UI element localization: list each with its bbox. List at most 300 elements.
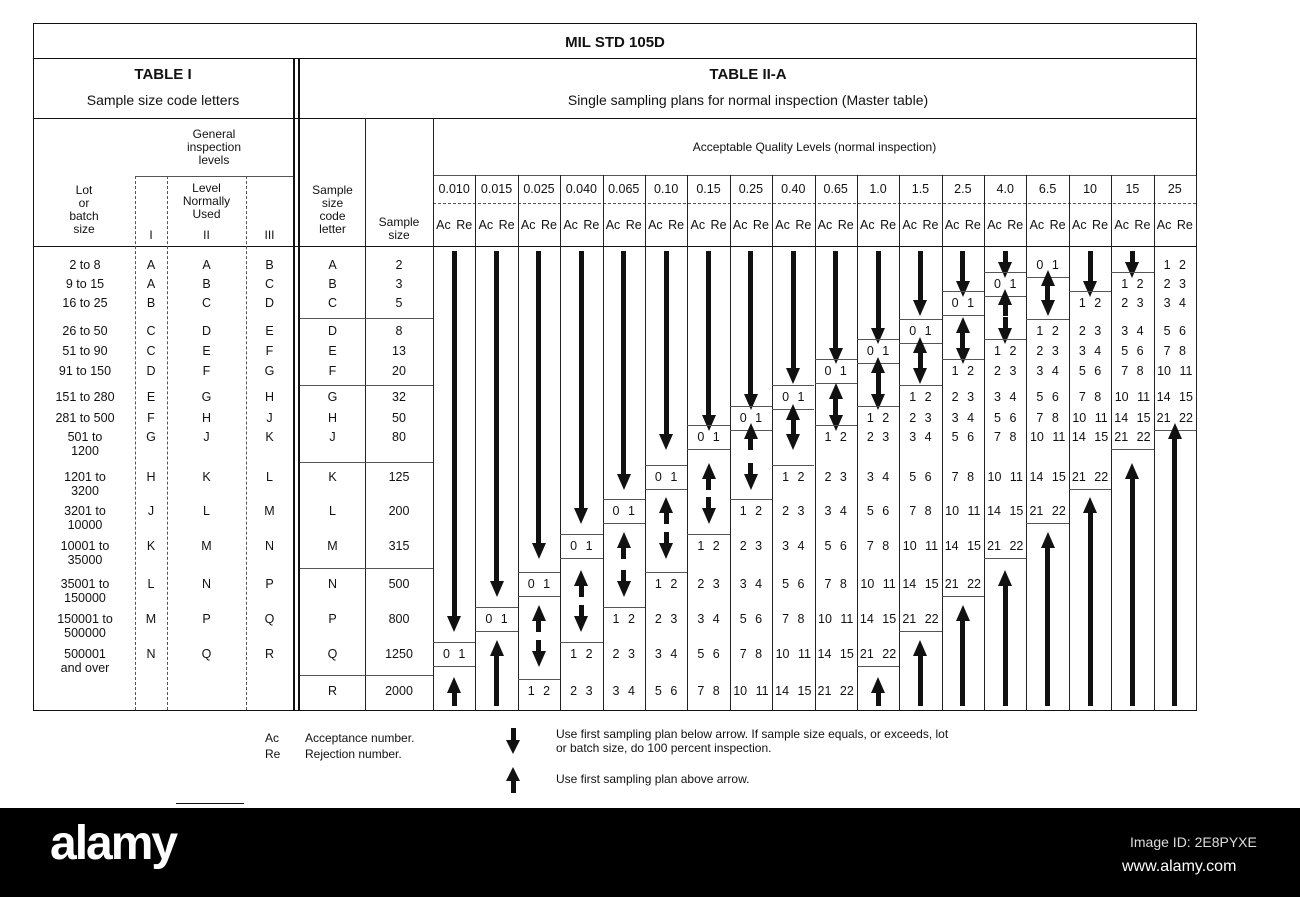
col-general-levels: General inspection levels xyxy=(186,127,242,167)
code-letter-level-I: M xyxy=(145,612,157,626)
ac-re-value: 1 2 xyxy=(527,684,551,698)
ac-re-value: 21 22 xyxy=(1029,504,1066,518)
ac-re-value: 14 15 xyxy=(775,684,812,698)
plan-boundary xyxy=(687,534,729,535)
ac-re-value: 2 3 xyxy=(909,411,932,425)
code-letter-level-I: K xyxy=(146,539,156,553)
sample-size: 5 xyxy=(395,296,403,310)
ac-re-label: Ac Re xyxy=(817,218,854,232)
ac-re-value: 5 6 xyxy=(1163,324,1186,338)
ac-re-value: 1 2 xyxy=(570,647,593,661)
ac-re-value: 10 11 xyxy=(1114,390,1151,404)
down-arrow-icon xyxy=(603,570,645,597)
ac-re-value: 1 2 xyxy=(866,411,890,425)
ac-re-label: Ac Re xyxy=(902,218,939,232)
plan-boundary xyxy=(772,385,814,386)
ac-re-label: Ac Re xyxy=(648,218,685,232)
ac-re-value: 21 22 xyxy=(817,684,854,698)
ac-re-value: 1 2 xyxy=(994,344,1017,358)
lot-size: 35001 to 150000 xyxy=(60,577,110,605)
ac-re-value: 1 2 xyxy=(1121,277,1144,291)
ac-re-value: 3 4 xyxy=(1078,344,1102,358)
row-group-divider xyxy=(300,675,433,676)
plan-boundary xyxy=(560,642,602,643)
down-arrow-icon xyxy=(1111,251,1153,278)
plan-boundary xyxy=(603,499,645,500)
aql-header: Acceptable Quality Levels (normal inspection) xyxy=(692,140,937,154)
ac-re-value: 3 4 xyxy=(994,390,1017,404)
down-arrow-icon xyxy=(687,251,729,431)
ac-re-label: Ac Re xyxy=(605,218,642,232)
legend-up-text: Use first sampling plan above arrow. xyxy=(556,772,750,786)
plan-boundary xyxy=(1069,291,1111,292)
code-letter-level-III: K xyxy=(265,430,274,444)
code-letter-level-II: K xyxy=(202,470,211,484)
plan-boundary xyxy=(815,359,857,360)
sample-size-code-letter: H xyxy=(327,411,338,425)
ac-re-value: 5 6 xyxy=(994,411,1017,425)
ac-re-value: 10 11 xyxy=(1157,364,1193,378)
ac-re-value: 7 8 xyxy=(1121,364,1144,378)
ac-re-value: 21 22 xyxy=(1071,470,1109,484)
ac-re-value: 0 1 xyxy=(1036,258,1059,272)
sample-size: 80 xyxy=(392,430,406,444)
legend-ac-abbr: Ac xyxy=(265,731,280,745)
plan-boundary xyxy=(899,319,941,320)
plan-boundary xyxy=(518,596,560,597)
up-arrow-icon xyxy=(730,423,772,450)
sample-size-code-letter: J xyxy=(329,430,336,444)
ac-re-value: 3 4 xyxy=(1036,364,1059,378)
code-letter-level-III: M xyxy=(264,504,275,518)
ac-re-label: Ac Re xyxy=(775,218,812,232)
ac-re-label: Ac Re xyxy=(860,218,897,232)
ac-re-value: 14 15 xyxy=(1156,390,1193,404)
up-arrow-icon xyxy=(433,677,475,706)
sample-size-code-letter: R xyxy=(327,684,338,698)
ac-re-value: 1 2 xyxy=(951,364,975,378)
up-arrow-icon xyxy=(518,605,560,632)
ac-re-value: 2 3 xyxy=(570,684,593,698)
down-arrow-icon xyxy=(475,251,517,597)
code-letter-level-II: E xyxy=(202,344,211,358)
plan-boundary xyxy=(815,425,857,426)
code-letter-level-II: P xyxy=(202,612,211,626)
ac-re-value: 7 8 xyxy=(994,430,1017,444)
plan-boundary xyxy=(942,315,984,316)
down-arrow-icon xyxy=(433,251,475,632)
sample-size: 1250 xyxy=(385,647,413,661)
code-letter-level-III: R xyxy=(264,647,275,661)
legend-down-text: Use first sampling plan below arrow. If sample size equals, or exceeds, lot or batch size, do 100 percent inspection. xyxy=(556,727,949,755)
code-letter-level-III: Q xyxy=(264,612,275,626)
ac-re-value: 10 11 xyxy=(775,647,811,661)
down-arrow-icon xyxy=(1026,289,1068,316)
ac-re-value: 10 11 xyxy=(1029,430,1066,444)
ac-re-label: Ac Re xyxy=(987,218,1024,232)
code-letter-level-I: A xyxy=(146,277,156,291)
ac-re-value: 1 2 xyxy=(654,577,678,591)
ac-re-value: 3 4 xyxy=(824,504,847,518)
down-arrow-icon xyxy=(645,532,687,559)
plan-boundary xyxy=(1026,523,1068,524)
down-arrow-icon xyxy=(772,423,814,450)
ac-re-value: 2 3 xyxy=(994,364,1017,378)
lot-size: 26 to 50 xyxy=(62,324,108,338)
code-letter-level-II: H xyxy=(201,411,212,425)
watermark-bar xyxy=(0,808,1300,897)
ac-re-value: 0 1 xyxy=(782,390,805,404)
lot-size: 500001 and over xyxy=(60,647,110,675)
down-arrow-icon xyxy=(645,251,687,450)
ac-re-value: 3 4 xyxy=(739,577,763,591)
lot-size: 2 to 8 xyxy=(69,258,101,272)
ac-re-value: 5 6 xyxy=(824,539,847,553)
table1-subtitle: Sample size code letters xyxy=(86,92,240,108)
up-arrow-icon xyxy=(1111,463,1153,706)
code-letter-level-I: E xyxy=(146,390,156,404)
ac-re-value: 0 1 xyxy=(909,324,932,338)
ac-re-value: 2 3 xyxy=(866,430,890,444)
aql-value: 0.065 xyxy=(608,182,640,196)
lot-size: 10001 to 35000 xyxy=(60,539,110,567)
code-letter-level-I: F xyxy=(147,411,155,425)
ac-re-value: 14 15 xyxy=(987,504,1024,518)
aql-value: 6.5 xyxy=(1038,182,1057,196)
sample-size: 32 xyxy=(392,390,406,404)
ac-re-value: 5 6 xyxy=(909,470,932,484)
sample-size-code-letter: E xyxy=(328,344,337,358)
ac-re-value: 0 1 xyxy=(824,364,847,378)
ac-re-value: 7 8 xyxy=(1036,411,1059,425)
lot-size: 9 to 15 xyxy=(65,277,105,291)
sample-size: 315 xyxy=(388,539,410,553)
ac-re-value: 10 11 xyxy=(902,539,939,553)
ac-re-value: 14 15 xyxy=(817,647,854,661)
col-level-I: I xyxy=(149,228,153,242)
sample-size: 2000 xyxy=(385,684,413,698)
ac-re-value: 7 8 xyxy=(909,504,932,518)
up-arrow-icon xyxy=(1069,497,1111,706)
code-letter-level-II: L xyxy=(203,504,210,518)
ac-re-label: Ac Re xyxy=(478,218,515,232)
ac-re-value: 1 2 xyxy=(824,430,847,444)
ac-re-value: 0 1 xyxy=(739,411,763,425)
col-level-II: II xyxy=(203,228,210,242)
ac-re-value: 2 3 xyxy=(697,577,720,591)
row-group-divider xyxy=(300,318,433,319)
ac-re-value: 21 22 xyxy=(859,647,897,661)
up-arrow-icon xyxy=(687,463,729,490)
ac-re-value: 0 1 xyxy=(612,504,635,518)
ac-re-value: 10 11 xyxy=(733,684,769,698)
plan-boundary xyxy=(857,406,899,407)
plan-boundary xyxy=(518,679,560,680)
ac-re-value: 21 22 xyxy=(1114,430,1151,444)
sample-size-code-letter: L xyxy=(329,504,336,518)
aql-value: 1.5 xyxy=(911,182,930,196)
down-arrow-icon xyxy=(518,640,560,667)
aql-value: 25 xyxy=(1167,182,1182,196)
sample-size-code-letter: M xyxy=(327,539,338,553)
up-arrow-icon xyxy=(645,497,687,524)
ac-re-value: 3 4 xyxy=(654,647,678,661)
sample-size: 20 xyxy=(392,364,406,378)
aql-value: 0.40 xyxy=(781,182,806,196)
ac-re-value: 1 2 xyxy=(909,390,932,404)
ac-re-value: 1 2 xyxy=(1036,324,1059,338)
plan-boundary xyxy=(857,339,899,340)
aql-value: 0.10 xyxy=(653,182,679,196)
plan-boundary xyxy=(730,406,772,407)
legend-ac-text: Acceptance number. xyxy=(305,731,415,745)
ac-re-label: Ac Re xyxy=(563,218,600,232)
down-arrow-icon xyxy=(560,251,602,524)
down-arrow-icon xyxy=(857,251,899,344)
code-letter-level-II: M xyxy=(201,539,212,553)
ac-re-value: 21 22 xyxy=(987,539,1024,553)
lot-size: 501 to 1200 xyxy=(67,430,103,458)
divider xyxy=(33,58,1197,59)
ac-re-value: 0 1 xyxy=(654,470,678,484)
ac-re-value: 2 3 xyxy=(739,539,763,553)
sample-size: 50 xyxy=(392,411,406,425)
col-level-II-note: Level Normally Used xyxy=(182,181,231,221)
sample-size: 800 xyxy=(388,612,410,626)
aql-value: 4.0 xyxy=(996,182,1014,196)
plan-boundary xyxy=(772,465,814,466)
ac-re-value: 2 3 xyxy=(612,647,635,661)
up-arrow-icon xyxy=(1026,532,1068,706)
ac-re-value: 3 4 xyxy=(909,430,932,444)
ac-re-value: 1 2 xyxy=(782,470,805,484)
col-lot-size: Lot or batch size xyxy=(69,183,99,236)
sample-size: 200 xyxy=(388,504,410,518)
alamy-logo: alamy xyxy=(50,817,177,870)
up-arrow-icon xyxy=(899,640,941,706)
code-letter-level-III: L xyxy=(266,470,273,484)
plan-boundary xyxy=(687,449,729,450)
ac-re-value: 5 6 xyxy=(951,430,975,444)
code-letter-level-I: D xyxy=(146,364,156,378)
ac-re-label: Ac Re xyxy=(1114,218,1151,232)
up-arrow-icon xyxy=(984,570,1026,706)
ac-re-value: 2 3 xyxy=(1036,344,1059,358)
ac-re-value: 0 1 xyxy=(570,539,593,553)
lot-size: 281 to 500 xyxy=(55,411,115,425)
sample-size: 125 xyxy=(388,470,410,484)
ac-re-label: Ac Re xyxy=(690,218,727,232)
ac-re-value: 5 6 xyxy=(697,647,720,661)
ac-re-value: 14 15 xyxy=(1071,430,1109,444)
code-letter-level-III: E xyxy=(265,324,274,338)
ac-re-value: 7 8 xyxy=(951,470,975,484)
up-arrow-icon xyxy=(475,640,517,706)
lot-size: 16 to 25 xyxy=(62,296,108,310)
ac-re-value: 7 8 xyxy=(739,647,763,661)
ac-re-label: Ac Re xyxy=(732,218,769,232)
sample-size: 2 xyxy=(395,258,403,272)
code-letter-level-II: Q xyxy=(201,647,212,661)
plan-boundary xyxy=(433,642,475,643)
plan-boundary xyxy=(942,359,984,360)
aql-value: 2.5 xyxy=(954,182,972,196)
down-arrow-icon xyxy=(899,251,941,316)
plan-boundary xyxy=(1111,449,1153,450)
code-letter-level-I: L xyxy=(147,577,155,591)
plan-boundary xyxy=(475,607,517,608)
lot-size: 151 to 280 xyxy=(55,390,115,404)
ac-re-value: 3 4 xyxy=(612,684,635,698)
plan-boundary xyxy=(687,425,729,426)
ac-re-value: 2 3 xyxy=(654,612,678,626)
ac-re-value: 7 8 xyxy=(866,539,890,553)
site-url: www.alamy.com xyxy=(1122,858,1237,875)
ac-re-value: 5 6 xyxy=(1036,390,1059,404)
ac-re-value: 0 1 xyxy=(994,277,1017,291)
ac-re-value: 5 6 xyxy=(739,612,763,626)
aql-value: 1.0 xyxy=(869,182,887,196)
ac-re-value: 0 1 xyxy=(442,647,466,661)
code-letter-level-I: G xyxy=(146,430,156,444)
ac-re-value: 7 8 xyxy=(1163,344,1186,358)
plan-boundary xyxy=(984,558,1026,559)
code-letter-level-II: D xyxy=(201,324,212,338)
plan-boundary xyxy=(1069,489,1111,490)
down-arrow-icon xyxy=(899,357,941,384)
ac-re-value: 5 6 xyxy=(1078,364,1102,378)
ac-re-value: 21 22 xyxy=(902,612,939,626)
up-arrow-icon xyxy=(603,532,645,559)
plan-boundary xyxy=(560,558,602,559)
divider xyxy=(176,803,244,804)
row-group-divider xyxy=(300,385,433,386)
code-letter-level-II: C xyxy=(201,296,212,310)
sample-size-code-letter: K xyxy=(328,470,337,484)
code-letter-level-III: G xyxy=(264,364,275,378)
sample-size-code-letter: B xyxy=(328,277,337,291)
up-arrow-icon xyxy=(560,570,602,597)
lot-size: 91 to 150 xyxy=(58,364,112,378)
sample-size-code-letter: Q xyxy=(327,647,338,661)
plan-boundary xyxy=(1111,272,1153,273)
plan-boundary xyxy=(730,499,772,500)
ac-re-value: 1 2 xyxy=(1163,258,1186,272)
plan-boundary xyxy=(1026,319,1068,320)
ac-re-value: 2 3 xyxy=(951,390,975,404)
sample-size: 8 xyxy=(395,324,403,338)
plan-boundary xyxy=(518,572,560,573)
ac-re-value: 3 4 xyxy=(1163,296,1186,310)
legend-re-abbr: Re xyxy=(265,747,281,761)
aql-value: 0.65 xyxy=(823,182,848,196)
image-id: Image ID: 2E8PYXE xyxy=(1130,834,1257,850)
down-arrow-icon xyxy=(984,251,1026,278)
ac-re-value: 7 8 xyxy=(1078,390,1102,404)
lot-size: 51 to 90 xyxy=(62,344,108,358)
ac-re-value: 2 3 xyxy=(1078,324,1102,338)
lot-size: 150001 to 500000 xyxy=(57,612,113,640)
up-arrow-icon xyxy=(942,605,984,706)
plan-boundary xyxy=(984,272,1026,273)
down-arrow-icon xyxy=(687,497,729,524)
down-arrow-icon xyxy=(730,251,772,410)
plan-boundary xyxy=(560,534,602,535)
ac-re-label: Ac Re xyxy=(1156,218,1193,232)
aql-value: 0.25 xyxy=(738,182,764,196)
ac-re-label: Ac Re xyxy=(520,218,557,232)
up-arrow-icon xyxy=(984,289,1026,316)
code-letter-level-III: B xyxy=(265,258,274,272)
ac-re-value: 1 2 xyxy=(739,504,763,518)
col-sample-size: Sample size xyxy=(378,215,420,242)
ac-re-value: 14 15 xyxy=(859,612,897,626)
ac-re-value: 21 22 xyxy=(1156,411,1193,425)
ac-re-value: 10 11 xyxy=(860,577,896,591)
code-letter-level-II: J xyxy=(203,430,210,444)
table2-subtitle: Single sampling plans for normal inspection (Master table) xyxy=(567,92,929,108)
lot-size: 1201 to 3200 xyxy=(64,470,106,498)
ac-re-value: 2 3 xyxy=(1163,277,1186,291)
aql-value: 0.040 xyxy=(565,182,597,196)
ac-re-value: 5 6 xyxy=(782,577,805,591)
col-code-letter: Sample size code letter xyxy=(312,183,353,236)
sample-size-code-letter: F xyxy=(328,364,337,378)
ac-re-value: 21 22 xyxy=(944,577,981,591)
ac-re-value: 3 4 xyxy=(782,539,805,553)
ac-re-value: 5 6 xyxy=(654,684,678,698)
ac-re-value: 3 4 xyxy=(697,612,720,626)
table2-title: TABLE II-A xyxy=(709,66,787,83)
ac-re-label: Ac Re xyxy=(1071,218,1109,232)
code-letter-level-I: C xyxy=(146,324,156,338)
ac-re-value: 2 3 xyxy=(824,470,847,484)
legend-re-text: Rejection number. xyxy=(305,747,402,761)
ac-re-value: 3 4 xyxy=(951,411,975,425)
down-arrow-icon xyxy=(815,404,857,431)
sample-size: 13 xyxy=(392,344,406,358)
ac-re-label: Ac Re xyxy=(944,218,981,232)
code-letter-level-III: C xyxy=(264,277,275,291)
plan-boundary xyxy=(645,572,687,573)
code-letter-level-I: H xyxy=(146,470,156,484)
ac-re-value: 14 15 xyxy=(944,539,981,553)
code-letter-level-II: A xyxy=(202,258,211,272)
aql-value: 0.15 xyxy=(696,182,721,196)
up-arrow-icon xyxy=(1154,423,1196,706)
plan-boundary xyxy=(603,523,645,524)
plan-boundary xyxy=(475,631,517,632)
code-letter-level-I: N xyxy=(146,647,156,661)
ac-re-value: 5 6 xyxy=(866,504,890,518)
aql-value: 0.015 xyxy=(480,182,513,196)
col-level-III: III xyxy=(264,228,275,242)
plan-boundary xyxy=(899,385,941,386)
code-letter-level-III: F xyxy=(265,344,274,358)
divider xyxy=(135,176,293,177)
code-letter-level-III: N xyxy=(264,539,275,553)
plan-boundary xyxy=(899,631,941,632)
plan-boundary xyxy=(857,666,899,667)
code-letter-level-III: D xyxy=(264,296,275,310)
plan-boundary xyxy=(984,339,1026,340)
legend-down-arrow-icon xyxy=(505,728,521,754)
ac-re-value: 0 1 xyxy=(866,344,890,358)
sample-size-code-letter: A xyxy=(328,258,337,272)
code-letter-level-I: J xyxy=(147,504,155,518)
code-letter-level-II: F xyxy=(202,364,211,378)
ac-re-value: 10 11 xyxy=(987,470,1023,484)
